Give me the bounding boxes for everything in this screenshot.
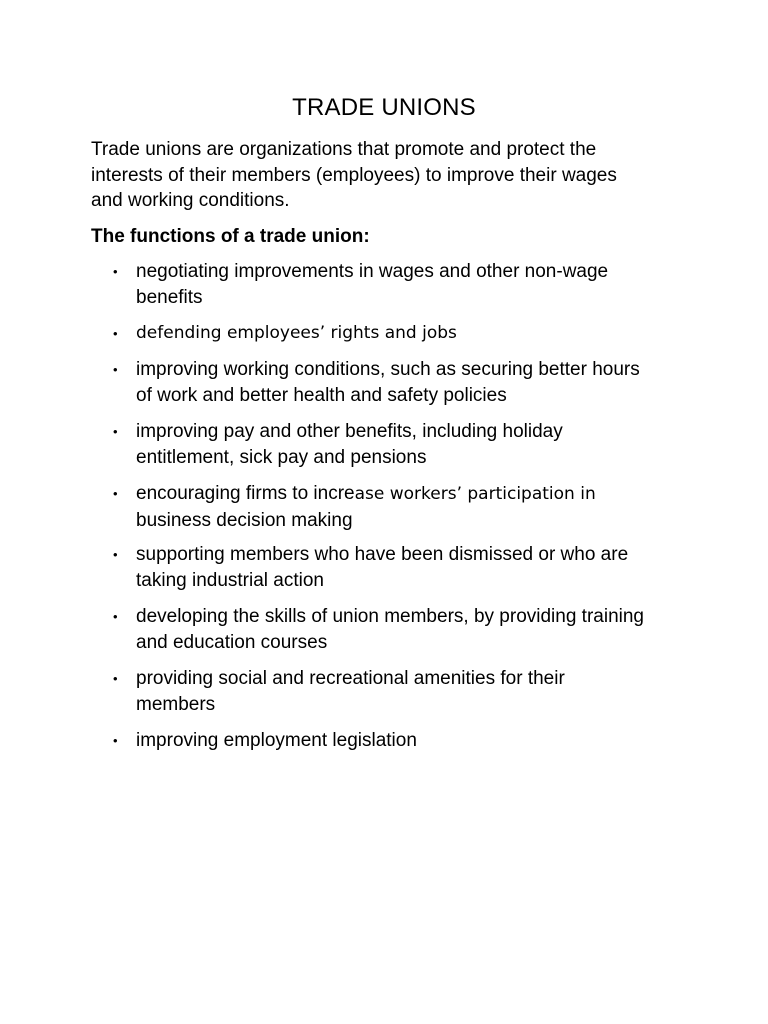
list-item [113, 357, 696, 408]
intro-paragraph [91, 137, 691, 214]
list-item-line: negotiating improvements in wages and other non-wage [136, 261, 609, 282]
list-item [113, 666, 696, 717]
list-item-line: providing social and recreational amenities for their [136, 668, 565, 689]
list-item-line: entitlement, sick pay and pensions [136, 446, 427, 468]
list-item-line: and education courses [136, 631, 328, 653]
list-item [113, 728, 696, 754]
list-item-line: of work and better health and safety policies [136, 384, 507, 406]
list-item-line: supporting members who have been dismissed or who are [136, 544, 629, 565]
list-item-line: taking industrial action [136, 569, 324, 591]
functions-heading: The functions of a trade union: [91, 226, 370, 247]
list-item-line: members [136, 693, 216, 715]
intro-line: interests of their members (employees) to improve their wages [91, 164, 617, 186]
list-item [113, 419, 696, 470]
list-item-line [136, 481, 696, 508]
list-item-line: improving employment legislation [136, 730, 417, 751]
bullet-icon: • [113, 733, 118, 748]
list-item-line: developing the skills of union members, by providing training [136, 606, 644, 627]
bullet-icon: • [113, 486, 118, 501]
list-item [113, 259, 696, 310]
list-item-line: defending employees’ rights and jobs [136, 323, 457, 343]
intro-line: Trade unions are organizations that promote and protect the [91, 139, 597, 160]
list-item-line: improving pay and other benefits, including holiday [136, 421, 563, 442]
list-item [113, 542, 696, 593]
list-item-text: encouraging firms to incre [136, 483, 355, 504]
bullet-icon: • [113, 424, 118, 439]
list-item-line: business decision making [136, 509, 353, 531]
bullet-icon: • [113, 326, 118, 341]
intro-line: and working conditions. [91, 190, 290, 211]
list-item [113, 481, 696, 533]
bullet-icon: • [113, 547, 118, 562]
list-item-text: ase workers’ participation in [354, 484, 596, 504]
bullet-icon: • [113, 671, 118, 686]
page-title: TRADE UNIONS [292, 94, 476, 121]
list-item-line: benefits [136, 286, 203, 308]
bullet-icon: • [113, 609, 118, 624]
list-item-line: improving working conditions, such as securing better hours [136, 359, 640, 380]
list-item [113, 321, 696, 347]
bullet-icon: • [113, 362, 118, 377]
list-item [113, 604, 696, 655]
bullet-icon: • [113, 264, 118, 279]
